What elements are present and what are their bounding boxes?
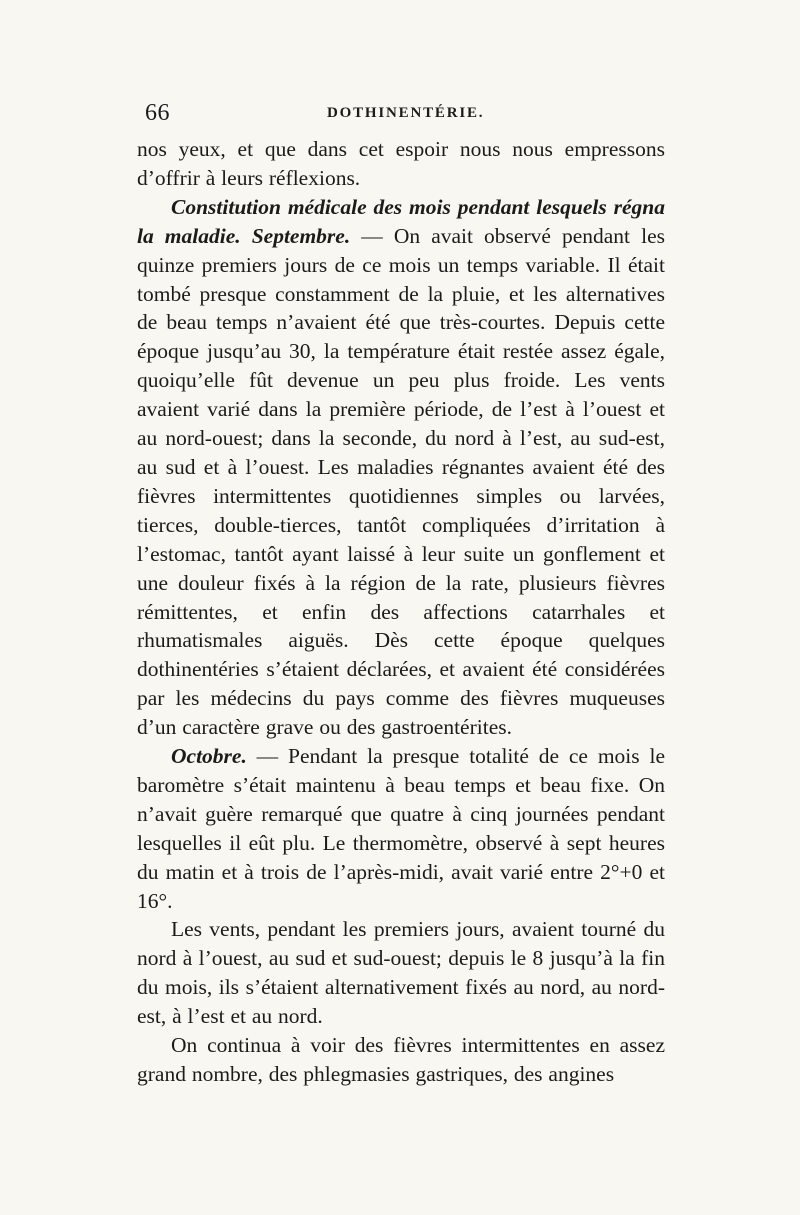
- paragraph-vents: [137, 915, 665, 1031]
- paragraph-continuation: [137, 135, 665, 193]
- paragraph-text: Les vents, pendant les premiers jours, avaient tourné du nord à l’ouest, au sud et sud-ouest; depuis le 8 jusqu’à la fin du mois, ils s’étaient alternativement fixés au nord, au nord-est, à l’est et au nord.: [137, 917, 665, 1029]
- paragraph-fievres: [137, 1031, 665, 1089]
- paragraph-text: — Pendant la presque totalité de ce mois le baromètre s’était maintenu à beau temps et beau fixe. On n’avait guère remarqué que quatre à cinq journées pendant lesquelles il eût plu. Le thermomètre, observé à sept heures du matin et à trois de l’après-midi, avait varié entre 2°+0 et 16°.: [137, 744, 665, 913]
- section-heading-octobre: Octobre.: [171, 744, 247, 769]
- paragraph-octobre: [137, 742, 665, 915]
- page-header: [137, 100, 665, 130]
- page-number: 66: [145, 100, 170, 126]
- paragraph-text: nos yeux, et que dans cet espoir nous nous empressons d’offrir à leurs réflexions.: [137, 137, 665, 190]
- paragraph-text: — On avait observé pendant les quinze premiers jours de ce mois un temps variable. Il était tombé presque constamment de la pluie, et les alternatives de beau temps n’avaient été que très-courtes. Depuis cette époque jusqu’au 30, la température était restée assez égale, quoiqu’elle fût devenue un peu plus froide. Les vents avaient varié dans la première période, de l’est à l’ouest et au nord-ouest; dans la seconde, du nord à l’est, au sud-est, au sud et à l’ouest. Les maladies régnantes avaient été des fièvres intermittentes quotidiennes simples ou larvées, tierces, double-tierces, tantôt compliquées d’irritation à l’estomac, tantôt ayant laissé à leur suite un gonflement et une douleur fixés à la région de la rate, plusieurs fièvres rémittentes, et enfin des affections catarrhales et rhumatismales aiguës. Dès cette époque quelques dothinentéries s’étaient déclarées, et avaient été considérées par les médecins du pays comme des fièvres muqueuses d’un caractère grave ou des gastroentérites.: [137, 223, 665, 740]
- paragraph-constitution-septembre: [137, 193, 665, 742]
- section-heading-septembre: Constitution médicale des mois pendant lesquels régna la maladie. Septembre.: [137, 194, 665, 248]
- running-head: DOTHINENTÉRIE.: [327, 105, 485, 121]
- paragraph-text: On continua à voir des fièvres intermittentes en assez grand nombre, des phlegmasies gastriques, des angines: [137, 1033, 665, 1086]
- body-text: [137, 135, 665, 1089]
